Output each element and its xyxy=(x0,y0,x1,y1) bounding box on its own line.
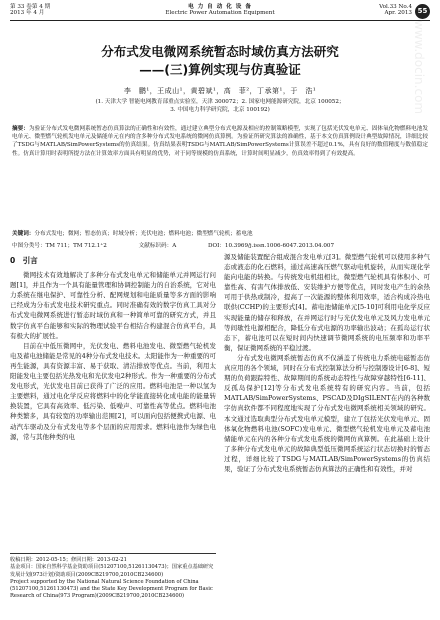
date-en: Apr. 2013 xyxy=(384,10,412,17)
footnote-dates: 收稿日期：2012-05-15；修回日期：2013-02-21 xyxy=(10,557,127,563)
article-title: 分布式发电微网系统暂态时域仿真方法研究 xyxy=(101,44,339,59)
page-number-badge: 55 xyxy=(415,4,430,19)
doi: DOI：10.3969/j.issn.1006-6047.2013.04.007 xyxy=(208,243,335,249)
header-center xyxy=(10,4,430,17)
footnote-funding-cn: 基金项目：国家自然科学基金资助项目(51207100,51261130473)；国家重点基础研究发展计划(973计划)资助项目(2009CB219700,2010CB234600) xyxy=(10,564,214,578)
classification-line xyxy=(12,242,428,250)
footnote xyxy=(10,553,216,601)
keywords-text: 分布式发电；微网；暂态仿真；时域分析；光伏电池；燃料电池；微型燃气轮机；蓄电池 xyxy=(34,231,253,237)
affiliation-line: 3. 中国电力科学研究院，北京 100192) xyxy=(170,106,270,113)
journal-name-cn: 电 力 自 动 化 设 备 xyxy=(188,4,252,10)
clc-number: 中图分类号：TM 711；TM 712.1⁺2 xyxy=(12,243,107,249)
header-right xyxy=(379,4,412,17)
keywords xyxy=(12,230,428,238)
volume-cn: 第 33 卷第 4 期 xyxy=(10,4,51,10)
abstract xyxy=(12,125,428,158)
body-column-right xyxy=(224,252,430,474)
keywords-label: 关键词： xyxy=(12,231,35,237)
body-paragraph: 目前在中低压微网中，光伏发电、燃料电池发电、微型燃气轮机发电及蓄电池储能是常见的4种分布式发电技术。太阳能作为一种重要的可再生能源，具有资源丰富、易于获取、清洁排放等优点。当前，利用太阳能发电主要包括光热发电和光伏发电2种形式。作为一种重要的分布式发电形式，光伏发电目前已获得了广泛的应用。燃料电池是一种以氢为主要燃料，通过电化学反应将燃料中的化学能直接转化成电能的能量转换装置，它具有高效率、低污染、低噪声、可靠性高等优点。燃料电池种类繁多，具有较宽的功率输出范围[2]，可以面向包括便携式电源、电动汽车驱动及分布式发电等多个层面的应用需求。燃料电池作为绿色电源，常与其他种类的电 xyxy=(10,341,216,441)
author-list: 李 鹏¹，王成山¹，黄碧斌¹，高 菲²，丁承第¹，于 浩¹ xyxy=(123,87,317,95)
body-column-left xyxy=(10,252,216,442)
article-subtitle: ——(三)算例实现与仿真验证 xyxy=(139,62,301,77)
section-heading: 0 引言 xyxy=(10,256,38,265)
volume-en: Vol.33 No.4 xyxy=(379,4,412,10)
document-code: 文献标识码：A xyxy=(138,243,177,249)
body-paragraph: 分布式发电微网系统暂态仿真不仅涵盖了传统电力系统电磁暂态仿真应用的各个领域，同时在分布式控制算法分析与控制器设计[6-8]、短期的负荷跟踪特性、故障期间的系统动态特性与故障穿越特性[6-11]、反孤岛保护[12]等分布式发电系统特有的研究内容。当前，包括MATLAB/SimPowerSystems、PSCAD及DIgSILENT在内的各种数字仿真软件都不同程度地实现了分布式发电微网系统相关领域的研究。本文通过选取典型分布式发电单元模型，建立了包括光伏发电单元、固体氧化物燃料电池(SOFC)发电单元、微型燃气轮机发电单元及蓄电池储能单元在内的各种分布式发电系统的微网仿真算例。在此基础上设计了多种分布式发电单元的故障典型低压微网系统运行状态切换时的暂态过程，详细比较了TSDG与MATLAB/SimPowerSystems的仿真结果，验证了分布式发电系统暂态仿真算法的正确性和有效性，并对 xyxy=(224,353,430,473)
journal-name-en: Electric Power Automation Equipment xyxy=(165,10,275,17)
footnote-funding-en: Project supported by the National Natural Science Foundation of China (51207100,51261130473) and the State Key Development Program for Basic Research of China(973 Program)(2009CB219700,2010CB234600) xyxy=(10,578,213,600)
body-paragraph: 源及储能装置配合组成混合发电单元[3]。微型燃气轮机可以使用多种气态或液态的化石燃料，通过高速高压燃气驱动电机旋转，从而实现化学能向电能的转换。与传统发电机组相比，微型燃气轮机具有体积小、可靠性高、有害气体排放低、安装维护方便等优点，同时发电产生的余热可用于供热或制冷，提高了一次能源的整体利用效率，适合构成冷热电联供(CCHP)的主要形式[4]。蓄电池储能单元[5-10]可利用电化学反应实现能量的储存和释放，在并网运行时与光伏发电单元及风力发电单元等间歇性电源相配合，降低分布式电源的功率输出波动；在孤岛运行状态下，蓄电池可以在短时间内快速调节微网系统的电压频率和功率平衡，保证微网系统的平稳过渡。 xyxy=(224,253,430,352)
abstract-label: 摘要： xyxy=(12,126,29,132)
header-rule xyxy=(10,20,430,21)
affiliation-line: (1. 天津大学 智能电网教育部重点实验室，天津 300072；2. 国家电网能源研究院，北京 100052； xyxy=(95,99,345,105)
affiliations xyxy=(20,99,420,114)
running-header xyxy=(10,4,430,22)
abstract-text: 为验证分布式发电微网系统暂态仿真算法的正确性和有效性，通过建立典型分布式电源及相应的控制策略模型，实现了包括光伏发电单元、固体氧化物燃料电池发电单元、微型燃气轮机发电单元及储能单元在内的含多种分布式发电系统的微网仿真算例。为验证所研究算法的准确性，基于本文仿真算例设计典型故障情况，详细比较了TSDG与MATLAB/SimPowerSystems的仿真结果。仿真结果表明TSDG与MATLAB/SimPowerSystems计算误差不超过0.1%，具有良好的数值精度与数值稳定性。仿真计算用时表明所提方法在计算效率方面具有明显的优势，对于同等规模的仿真系统，计算时间明显减少，仿真效率得到了有效提高。 xyxy=(12,126,428,157)
watermark: www.docin.com xyxy=(412,20,426,115)
body-paragraph: 微网技术有效地解决了多种分布式发电单元和储能单元并网运行问题[1]，并且作为一个具有能量管理和协调控制能力的自治系统，它对电力系统在继电保护、可靠性分析、配网规划和电能质量等多方面的影响已经成为分布式发电技术研究重点。同时准确有效的数字仿真工具对分布式发电微网系统进行暂态时域仿真和一种简单可靠的研究方式，并且数字仿真平台能够和实际的物理试验平台相结合构建混合仿真平台，具有极大的扩展性。 xyxy=(10,271,216,340)
date-cn: 2013 年 4 月 xyxy=(10,10,45,17)
